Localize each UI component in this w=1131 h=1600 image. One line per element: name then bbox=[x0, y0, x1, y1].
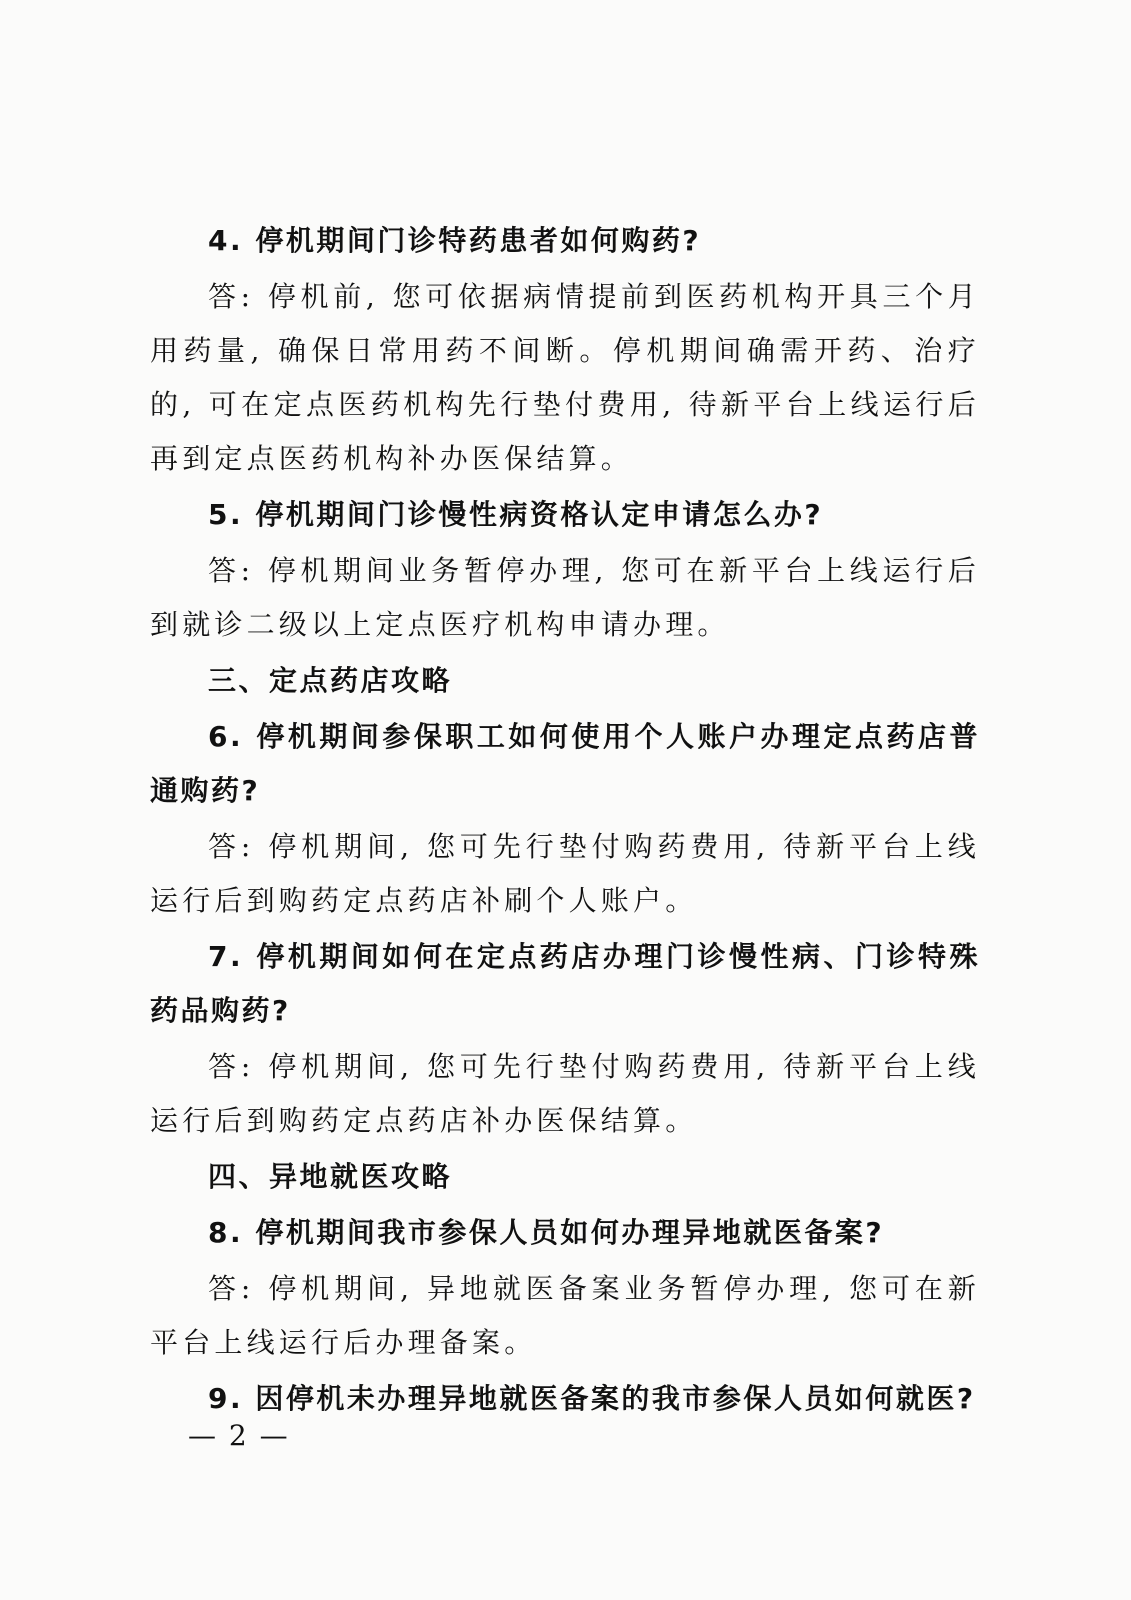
answer-7: 答: 停机期间, 您可先行垫付购药费用, 待新平台上线运行后到购药定点药店补办医保结算。 bbox=[150, 1050, 980, 1137]
section-heading-3: 三、定点药店攻略 bbox=[208, 664, 453, 697]
question-9: 9. 因停机未办理异地就医备案的我市参保人员如何就医? bbox=[208, 1382, 976, 1415]
answer-8: 答: 停机期间, 异地就医备案业务暂停办理, 您可在新平台上线运行后办理备案。 bbox=[150, 1272, 980, 1359]
question-5: 5. 停机期间门诊慢性病资格认定申请怎么办? bbox=[208, 498, 824, 531]
answer-4: 答: 停机前, 您可依据病情提前到医药机构开具三个月用药量, 确保日常用药不间断。停机期间确需开药、治疗的, 可在定点医药机构先行垫付费用, 待新平台上线运行后再到定点医药机构补办医保结算。 bbox=[150, 280, 980, 475]
answer-5: 答: 停机期间业务暂停办理, 您可在新平台上线运行后到就诊二级以上定点医疗机构申请办理。 bbox=[150, 554, 980, 641]
question-7: 7. 停机期间如何在定点药店办理门诊慢性病、门诊特殊药品购药? bbox=[150, 940, 980, 1027]
section-heading-4: 四、异地就医攻略 bbox=[208, 1160, 453, 1193]
page-number: — 2 — bbox=[188, 1419, 290, 1452]
document-body bbox=[150, 214, 980, 1428]
question-4: 4. 停机期间门诊特药患者如何购药? bbox=[208, 224, 702, 257]
question-6: 6. 停机期间参保职工如何使用个人账户办理定点药店普通购药? bbox=[150, 720, 980, 807]
question-8: 8. 停机期间我市参保人员如何办理异地就医备案? bbox=[208, 1216, 885, 1249]
answer-6: 答: 停机期间, 您可先行垫付购药费用, 待新平台上线运行后到购药定点药店补刷个人账户。 bbox=[150, 830, 980, 917]
